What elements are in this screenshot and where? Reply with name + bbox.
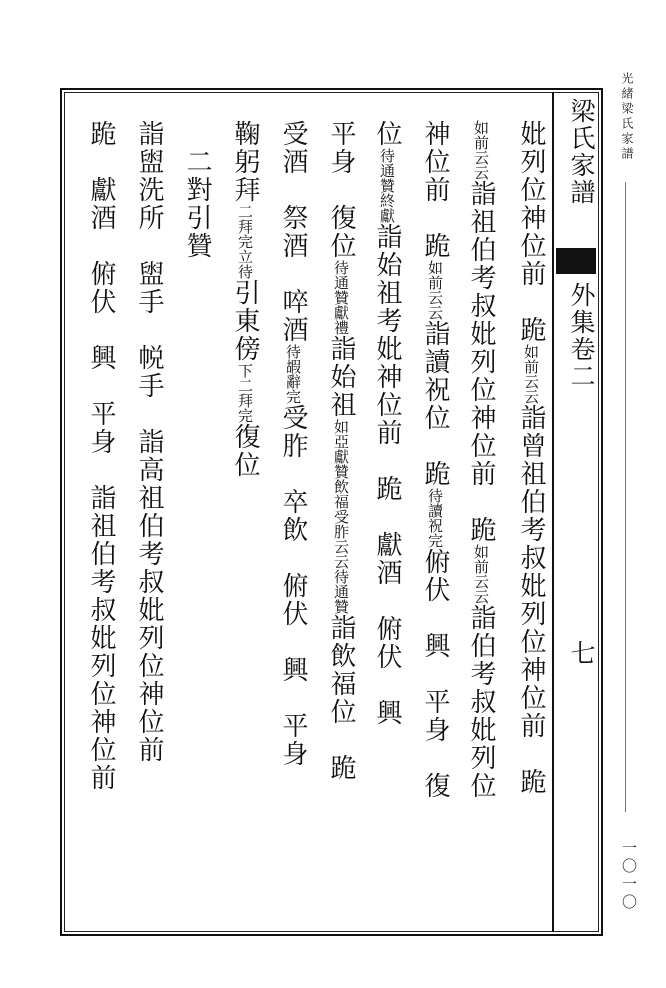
fold-page-text: 七	[567, 640, 596, 667]
body-text: 妣列位神位前 跪	[516, 120, 546, 344]
annotation-text: 如亞獻贊飲福受胙	[332, 419, 350, 539]
body-text: 詣飲福位 跪	[326, 614, 356, 782]
annotation-text: 如前云云	[426, 260, 444, 320]
body-text: 鞠躬拜	[230, 120, 260, 204]
fold-volume	[563, 282, 599, 390]
body-text: 俯伏 興 平身 復	[420, 548, 450, 800]
annotation-text: 待嘏辭完	[284, 344, 302, 404]
text-column-2	[466, 120, 496, 800]
body-text: 二對引贊	[182, 148, 212, 260]
fold-page	[563, 640, 599, 667]
body-text: 詣始祖	[326, 335, 356, 419]
annotation-text: 云云待通贊	[332, 539, 350, 614]
body-text: 平身 復位	[326, 120, 356, 260]
annotation-text: 二拜完立待	[236, 204, 254, 279]
text-column-9	[134, 120, 164, 764]
body-text: 神位前 跪	[420, 120, 450, 260]
annotation-text: 如前云云	[472, 120, 490, 180]
fold-title	[563, 98, 599, 206]
body-text: 詣盥洗所 盥手 帨手 詣高祖伯考叔妣列位神位前	[134, 120, 164, 764]
body-text: 受胙 卒飲 俯伏 興 平身	[278, 404, 308, 768]
page-number	[619, 840, 640, 912]
body-text: 受酒 祭酒 啐酒	[278, 120, 308, 344]
text-column-5	[326, 120, 356, 782]
body-text: 詣讀祝位 跪	[420, 320, 450, 488]
annotation-text: 待通贊獻禮	[332, 260, 350, 335]
body-text: 詣祖伯考叔妣列位神位前 跪	[466, 180, 496, 544]
text-column-1	[516, 120, 546, 796]
text-column-7	[230, 120, 260, 479]
annotation-text: 如前云云	[472, 544, 490, 604]
fold-volume-text: 外集卷二	[567, 282, 596, 390]
running-book-title	[619, 72, 636, 162]
book-title-text: 光緒梁氏家譜	[620, 72, 634, 162]
body-text: 詣伯考叔妣列位	[466, 604, 496, 800]
body-text: 復位	[230, 423, 260, 479]
fold-title-top: 梁氏家譜	[567, 98, 596, 206]
annotation-text: 待讀祝完	[426, 488, 444, 548]
body-text: 詣曾祖伯考叔妣列位神位前 跪	[516, 404, 546, 796]
text-column-8	[182, 148, 212, 260]
page-number-text: 一〇一〇	[620, 840, 638, 912]
text-column-6	[278, 120, 308, 768]
text-column-10	[86, 120, 116, 792]
annotation-text: 如前云云	[522, 344, 540, 404]
body-text: 跪 獻酒 俯伏 興 平身 詣祖伯考叔妣列位神位前	[86, 120, 116, 792]
margin-rule	[625, 182, 626, 812]
annotation-text: 下二拜完	[236, 363, 254, 423]
body-text: 詣始祖考妣神位前 跪 獻酒 俯伏 興	[372, 223, 402, 727]
text-column-3	[420, 120, 450, 800]
annotation-text: 待通贊終獻	[378, 148, 396, 223]
fish-tail-mark-upper	[556, 248, 596, 274]
center-fold-rule	[552, 92, 554, 932]
body-text: 引東傍	[230, 279, 260, 363]
body-text: 位	[372, 120, 402, 148]
text-column-4	[372, 120, 402, 727]
